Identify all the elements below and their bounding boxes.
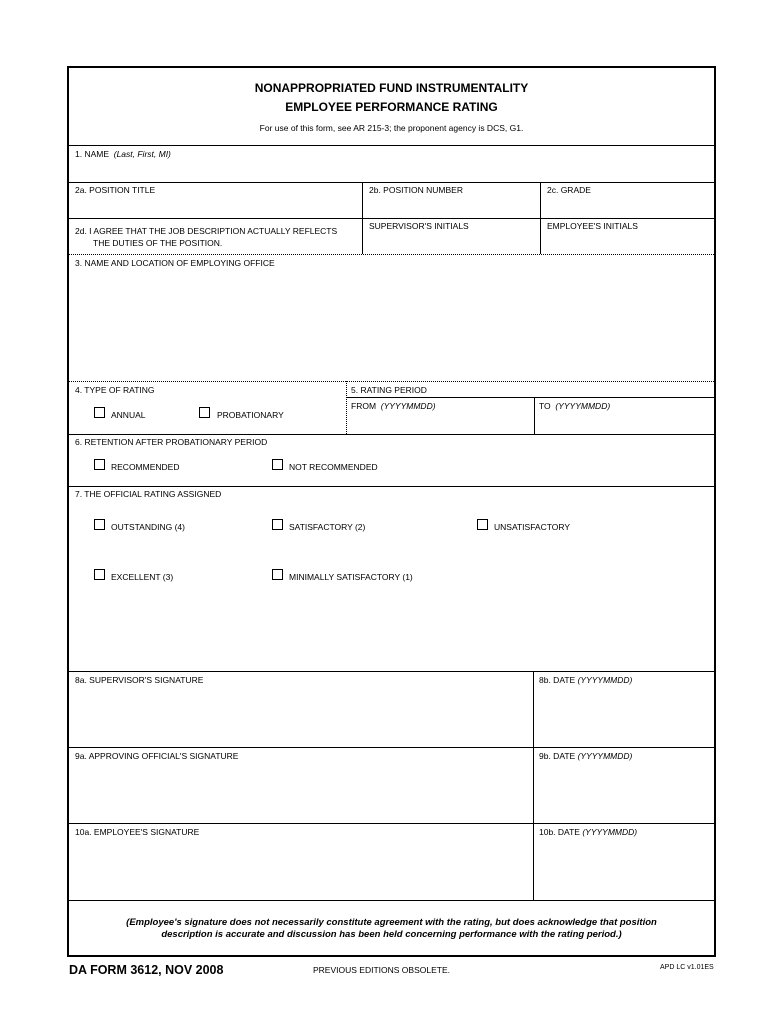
name-input[interactable] [75,162,705,180]
rating-period-label: 5. RATING PERIOD [351,385,427,395]
divider [69,182,714,183]
approving-signature-field[interactable] [75,766,525,816]
divider [346,397,714,398]
retention-label: 6. RETENTION AFTER PROBATIONARY PERIOD [75,437,268,447]
official-rating-label: 7. THE OFFICIAL RATING ASSIGNED [75,489,222,499]
form-version: APD LC v1.01ES [660,964,714,971]
excellent-label: EXCELLENT (3) [111,572,174,582]
divider [69,145,714,146]
supervisor-date-input[interactable] [539,690,709,740]
divider [69,823,714,824]
divider [69,434,714,435]
position-title-input[interactable] [75,198,355,216]
divider [533,671,534,900]
performance-rating-form [67,66,716,957]
outstanding-checkbox[interactable] [94,519,105,530]
employee-signature-label: 10a. EMPLOYEE'S SIGNATURE [75,827,200,837]
acknowledgement-note-line1: (Employee's signature does not necessarily constitute agreement with the rating, but does acknowledge that position [126,917,657,928]
from-date-input[interactable] [351,413,529,431]
type-of-rating-label: 4. TYPE OF RATING [75,385,155,395]
minimally-satisfactory-label: MINIMALLY SATISFACTORY (1) [289,572,413,582]
supervisor-initials-input[interactable] [369,234,534,252]
position-number-label: 2b. POSITION NUMBER [369,185,463,195]
employee-date-input[interactable] [539,842,709,894]
from-date-label: FROM (YYYYMMDD) [351,401,436,411]
employee-date-label: 10b. DATE (YYYYMMDD) [539,827,638,837]
employee-signature-field[interactable] [75,842,525,894]
divider [69,900,714,901]
approving-date-input[interactable] [539,766,709,816]
supervisor-signature-field[interactable] [75,690,525,740]
position-number-input[interactable] [369,198,534,216]
grade-input[interactable] [547,198,707,216]
recommended-checkbox[interactable] [94,459,105,470]
probationary-checkbox[interactable] [199,407,210,418]
form-title-line2: EMPLOYEE PERFORMANCE RATING [285,100,498,114]
divider [69,747,714,748]
form-title-line1: NONAPPROPRIATED FUND INSTRUMENTALITY [254,81,529,95]
supervisor-signature-label: 8a. SUPERVISOR'S SIGNATURE [75,675,204,685]
divider [69,671,714,672]
not-recommended-label: NOT RECOMMENDED [289,462,378,472]
annual-checkbox[interactable] [94,407,105,418]
unsatisfactory-label: UNSATISFACTORY [494,522,571,532]
supervisor-initials-label: SUPERVISOR'S INITIALS [369,221,469,231]
to-date-input[interactable] [539,413,709,431]
acknowledgement-note-line2: description is accurate and discussion has been held concerning performance with the rating period.) [161,929,622,940]
annual-label: ANNUAL [111,410,146,420]
to-date-label: TO (YYYYMMDD) [539,401,611,411]
minimally-satisfactory-checkbox[interactable] [272,569,283,580]
probationary-label: PROBATIONARY [217,410,284,420]
position-title-label: 2a. POSITION TITLE [75,185,156,195]
satisfactory-checkbox[interactable] [272,519,283,530]
grade-label: 2c. GRADE [547,185,591,195]
divider [346,381,347,434]
approving-date-label: 9b. DATE (YYYYMMDD) [539,751,633,761]
excellent-checkbox[interactable] [94,569,105,580]
form-identifier: DA FORM 3612, NOV 2008 [69,963,224,977]
employee-initials-label: EMPLOYEE'S INITIALS [547,221,638,231]
approving-signature-label: 9a. APPROVING OFFICIAL'S SIGNATURE [75,751,239,761]
recommended-label: RECOMMENDED [111,462,180,472]
divider [69,486,714,487]
employing-office-label: 3. NAME AND LOCATION OF EMPLOYING OFFICE [75,258,275,268]
unsatisfactory-checkbox[interactable] [477,519,488,530]
employee-initials-input[interactable] [547,234,707,252]
agree-statement-line2: THE DUTIES OF THE POSITION. [93,238,223,248]
divider [69,218,714,219]
name-label: 1. NAME (Last, First, MI) [75,149,171,159]
not-recommended-checkbox[interactable] [272,459,283,470]
supervisor-date-label: 8b. DATE (YYYYMMDD) [539,675,633,685]
divider [534,397,535,434]
divider [69,254,714,255]
outstanding-label: OUTSTANDING (4) [111,522,185,532]
agree-statement-line1: 2d. I AGREE THAT THE JOB DESCRIPTION ACTUALLY REFLECTS [75,226,338,236]
previous-editions-note: PREVIOUS EDITIONS OBSOLETE. [313,965,450,975]
divider [69,381,714,382]
satisfactory-label: SATISFACTORY (2) [289,522,366,532]
employing-office-input[interactable] [75,272,705,377]
form-subtitle: For use of this form, see AR 215-3; the proponent agency is DCS, G1. [259,123,524,133]
